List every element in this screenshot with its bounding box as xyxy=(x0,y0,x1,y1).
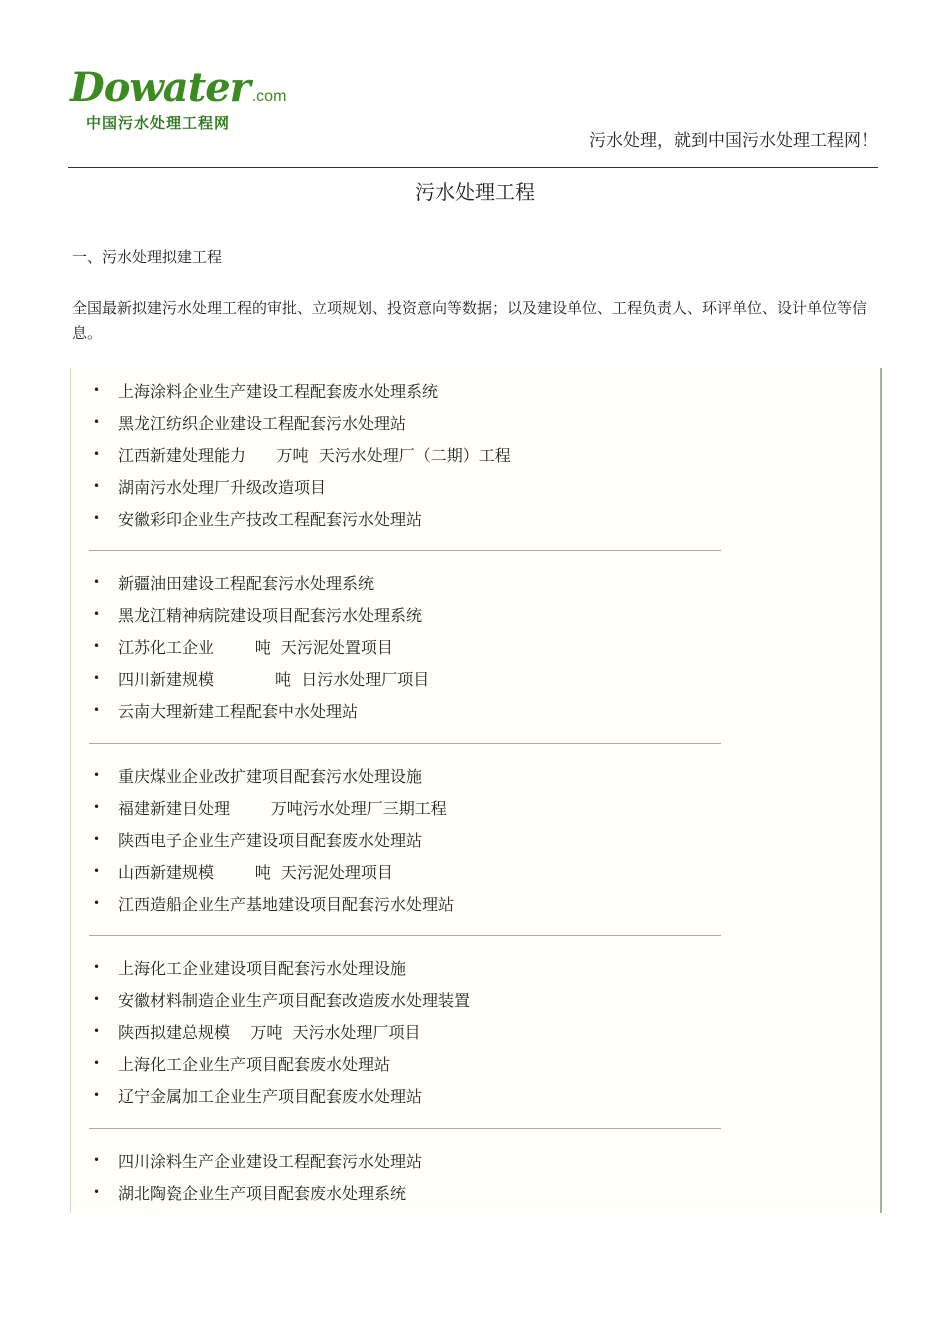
project-link[interactable]: 湖北陶瓷企业生产项目配套废水处理系统 xyxy=(118,1183,407,1203)
project-link[interactable]: 山西新建规模 吨 天污泥处理项目 xyxy=(118,862,393,882)
bullet-icon: • xyxy=(93,383,101,397)
project-link[interactable]: 黑龙江精神病院建设项目配套污水处理系统 xyxy=(118,605,423,625)
bullet-icon: • xyxy=(93,896,101,910)
project-link[interactable]: 安徽彩印企业生产技改工程配套污水处理站 xyxy=(118,509,423,529)
project-link[interactable]: 四川涂料生产企业建设工程配套污水处理站 xyxy=(118,1151,423,1171)
project-group xyxy=(91,759,741,919)
bullet-icon: • xyxy=(93,1088,101,1102)
project-link[interactable]: 上海化工企业生产项目配套废水处理站 xyxy=(118,1054,391,1074)
bullet-icon: • xyxy=(93,671,101,685)
bullet-icon: • xyxy=(93,447,101,461)
project-group xyxy=(91,566,741,726)
project-link[interactable]: 安徽材料制造企业生产项目配套改造废水处理装置 xyxy=(118,990,471,1010)
list-item[interactable] xyxy=(91,1144,741,1176)
project-link[interactable]: 辽宁金属加工企业生产项目配套废水处理站 xyxy=(118,1086,423,1106)
list-item[interactable] xyxy=(91,662,741,694)
project-link[interactable]: 江苏化工企业 吨 天污泥处置项目 xyxy=(118,637,393,657)
project-group xyxy=(91,951,741,1111)
list-item[interactable] xyxy=(91,630,741,662)
project-link[interactable]: 上海涂料企业生产建设工程配套废水处理系统 xyxy=(118,381,439,401)
bullet-icon: • xyxy=(93,832,101,846)
list-item[interactable] xyxy=(91,855,741,887)
list-item[interactable] xyxy=(91,1015,741,1047)
list-item[interactable] xyxy=(91,598,741,630)
list-item[interactable] xyxy=(91,1047,741,1079)
bullet-icon: • xyxy=(93,1153,101,1167)
page-title: 污水处理工程 xyxy=(415,180,535,204)
bullet-icon: • xyxy=(93,479,101,493)
bullet-icon: • xyxy=(93,575,101,589)
project-list-box xyxy=(70,368,882,1213)
bullet-icon: • xyxy=(93,511,101,525)
list-item[interactable] xyxy=(91,694,741,726)
bullet-icon: • xyxy=(93,800,101,814)
bullet-icon: • xyxy=(93,607,101,621)
project-link[interactable]: 江西新建处理能力 万吨 天污水处理厂（二期）工程 xyxy=(118,445,511,465)
list-item[interactable] xyxy=(91,374,741,406)
project-group xyxy=(91,1144,741,1208)
section-intro: 全国最新拟建污水处理工程的审批、立项规划、投资意向等数据；以及建设单位、工程负责人、环评单位、设计单位等信息。 xyxy=(72,299,868,342)
project-link[interactable]: 云南大理新建工程配套中水处理站 xyxy=(118,701,359,721)
project-link[interactable]: 湖南污水处理厂升级改造项目 xyxy=(118,477,327,497)
group-divider xyxy=(89,935,721,936)
header-divider xyxy=(68,167,878,168)
project-link[interactable]: 四川新建规模 吨 日污水处理厂项目 xyxy=(118,669,430,689)
project-link[interactable]: 新疆油田建设工程配套污水处理系统 xyxy=(118,573,375,593)
site-logo[interactable] xyxy=(70,64,287,140)
list-item[interactable] xyxy=(91,566,741,598)
project-link[interactable]: 陕西电子企业生产建设项目配套废水处理站 xyxy=(118,830,423,850)
header-slogan: 污水处理，就到中国污水处理工程网！ xyxy=(589,131,878,151)
list-item[interactable] xyxy=(91,951,741,983)
project-link[interactable]: 福建新建日处理 万吨污水处理厂三期工程 xyxy=(118,798,447,818)
group-divider xyxy=(89,1128,721,1129)
project-group xyxy=(91,374,741,534)
list-item[interactable] xyxy=(91,791,741,823)
project-link[interactable]: 江西造船企业生产基地建设项目配套污水处理站 xyxy=(118,894,455,914)
group-divider xyxy=(89,550,721,551)
logo-wordmark: Dowater xyxy=(70,64,250,111)
logo-domain: .com xyxy=(251,88,287,105)
list-item[interactable] xyxy=(91,406,741,438)
bullet-icon: • xyxy=(93,960,101,974)
project-link[interactable]: 陕西拟建总规模 万吨 天污水处理厂项目 xyxy=(118,1022,421,1042)
bullet-icon: • xyxy=(93,768,101,782)
project-link[interactable]: 黑龙江纺织企业建设工程配套污水处理站 xyxy=(118,413,407,433)
bullet-icon: • xyxy=(93,864,101,878)
project-link[interactable]: 上海化工企业建设项目配套污水处理设施 xyxy=(118,958,407,978)
list-item[interactable] xyxy=(91,1079,741,1111)
list-item[interactable] xyxy=(91,823,741,855)
list-item[interactable] xyxy=(91,887,741,919)
list-item[interactable] xyxy=(91,1176,741,1208)
bullet-icon: • xyxy=(93,639,101,653)
list-item[interactable] xyxy=(91,470,741,502)
list-item[interactable] xyxy=(91,759,741,791)
project-link[interactable]: 重庆煤业企业改扩建项目配套污水处理设施 xyxy=(118,766,423,786)
bullet-icon: • xyxy=(93,992,101,1006)
group-divider xyxy=(89,743,721,744)
bullet-icon: • xyxy=(93,1056,101,1070)
logo-subtitle: 中国污水处理工程网 xyxy=(86,114,231,132)
bullet-icon: • xyxy=(93,1024,101,1038)
bullet-icon: • xyxy=(93,703,101,717)
list-item[interactable] xyxy=(91,438,741,470)
section-heading: 一、污水处理拟建工程 xyxy=(72,248,223,266)
bullet-icon: • xyxy=(93,415,101,429)
list-item[interactable] xyxy=(91,983,741,1015)
list-item[interactable] xyxy=(91,502,741,534)
bullet-icon: • xyxy=(93,1185,101,1199)
